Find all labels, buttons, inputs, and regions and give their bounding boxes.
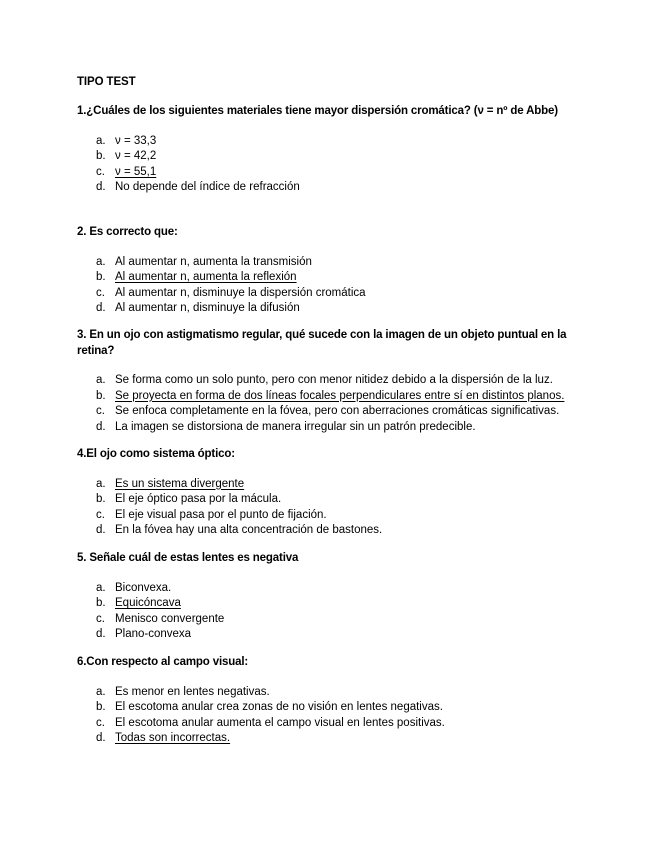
option-text: Se forma como un solo punto, pero con menor nitidez debido a la dispersión de la luz. <box>115 374 553 386</box>
option-item <box>77 492 577 508</box>
option-text: En la fóvea hay una alta concentración de bastones. <box>115 524 383 536</box>
option-text-answer: ν = 55,1 <box>115 165 157 178</box>
option-item <box>77 149 577 165</box>
options-list <box>77 477 577 539</box>
option-text-answer: Es un sistema divergente <box>115 477 245 490</box>
option-text-answer: Equicóncava <box>115 597 181 609</box>
option-item <box>77 134 577 150</box>
option-item <box>77 165 577 181</box>
question-4 <box>77 447 577 539</box>
option-letter: c. <box>96 286 105 299</box>
option-item <box>77 508 577 524</box>
option-item <box>77 270 577 286</box>
option-text: Biconvexa. <box>115 581 172 594</box>
option-text: El eje óptico pasa por la mácula. <box>115 493 282 505</box>
option-item <box>77 612 577 628</box>
options-list <box>77 373 577 435</box>
option-item <box>77 596 577 612</box>
option-item <box>77 477 577 493</box>
option-letter: d. <box>96 181 106 193</box>
option-item <box>77 180 577 196</box>
option-text: Al aumentar n, aumenta la transmisión <box>115 255 312 268</box>
question-1 <box>77 104 577 196</box>
option-letter: d. <box>96 302 106 314</box>
option-item <box>77 731 577 747</box>
option-text: Al aumentar n, disminuye la difusión <box>115 302 300 314</box>
option-item <box>77 404 577 420</box>
option-letter: a. <box>96 581 106 594</box>
options-list <box>77 685 577 747</box>
question-text: 6.Con respecto al campo visual: <box>77 656 249 668</box>
option-item <box>77 627 577 643</box>
option-letter: c. <box>96 508 105 521</box>
question-2 <box>77 225 577 317</box>
question-text: 1.¿Cuáles de los siguientes materiales tiene mayor dispersión cromática? (ν = nº de Abbe) <box>77 105 558 117</box>
option-letter: d. <box>96 524 106 536</box>
option-text: La imagen se distorsiona de manera irregular sin un patrón predecible. <box>115 420 476 433</box>
option-item <box>77 700 577 716</box>
option-text: Al aumentar n, disminuye la dispersión cromática <box>115 286 366 299</box>
question-3 <box>77 328 577 435</box>
option-letter: b. <box>96 271 106 283</box>
option-letter: b. <box>96 701 106 713</box>
option-letter: b. <box>96 150 106 162</box>
option-text: El eje visual pasa por el punto de fijación. <box>115 508 327 521</box>
document-title: TIPO TEST <box>77 76 136 88</box>
question-text: 2. Es correcto que: <box>77 226 178 238</box>
question-6 <box>77 655 577 747</box>
option-letter: a. <box>96 255 106 268</box>
option-letter: a. <box>96 374 106 386</box>
options-list <box>77 255 577 317</box>
option-item <box>77 716 577 732</box>
option-letter: d. <box>96 732 106 744</box>
option-item <box>77 373 577 389</box>
option-letter: d. <box>96 420 106 433</box>
option-item <box>77 389 577 405</box>
option-item <box>77 255 577 271</box>
option-item <box>77 301 577 317</box>
option-item <box>77 420 577 436</box>
option-text: Se enfoca completamente en la fóvea, pero con aberraciones cromáticas significativas. <box>115 405 560 417</box>
question-text: 3. En un ojo con astigmatismo regular, qué sucede con la imagen de un objeto puntual en la retina? <box>77 329 567 357</box>
options-list <box>77 134 577 196</box>
option-text-answer: Todas son incorrectas. <box>115 732 231 744</box>
option-letter: b. <box>96 493 106 505</box>
option-text-answer: Se proyecta en forma de dos líneas focales perpendiculares entre sí en distintos planos. <box>115 389 565 402</box>
question-text: 4.El ojo como sistema óptico: <box>77 448 235 460</box>
option-letter: b. <box>96 597 106 609</box>
option-text: Es menor en lentes negativas. <box>115 685 270 698</box>
option-item <box>77 581 577 597</box>
option-text: Menisco convergente <box>115 612 225 625</box>
option-item <box>77 523 577 539</box>
option-letter: a. <box>96 477 106 490</box>
option-letter: c. <box>96 405 105 417</box>
option-text: El escotoma anular aumenta el campo visual en lentes positivas. <box>115 716 445 729</box>
option-letter: c. <box>96 716 105 729</box>
option-letter: b. <box>96 389 106 402</box>
option-letter: a. <box>96 685 106 698</box>
option-letter: d. <box>96 628 106 640</box>
option-text: ν = 33,3 <box>115 134 157 147</box>
option-text: Plano-convexa <box>115 628 192 640</box>
option-text: El escotoma anular crea zonas de no visión en lentes negativas. <box>115 701 443 713</box>
option-item <box>77 685 577 701</box>
option-letter: c. <box>96 612 105 625</box>
option-letter: a. <box>96 134 106 147</box>
option-item <box>77 286 577 302</box>
option-letter: c. <box>96 165 105 178</box>
question-text: 5. Señale cuál de estas lentes es negativa <box>77 552 299 564</box>
option-text-answer: Al aumentar n, aumenta la reflexión <box>115 271 297 283</box>
question-5 <box>77 551 577 643</box>
option-text: ν = 42,2 <box>115 150 157 162</box>
option-text: No depende del índice de refracción <box>115 181 300 193</box>
options-list <box>77 581 577 643</box>
